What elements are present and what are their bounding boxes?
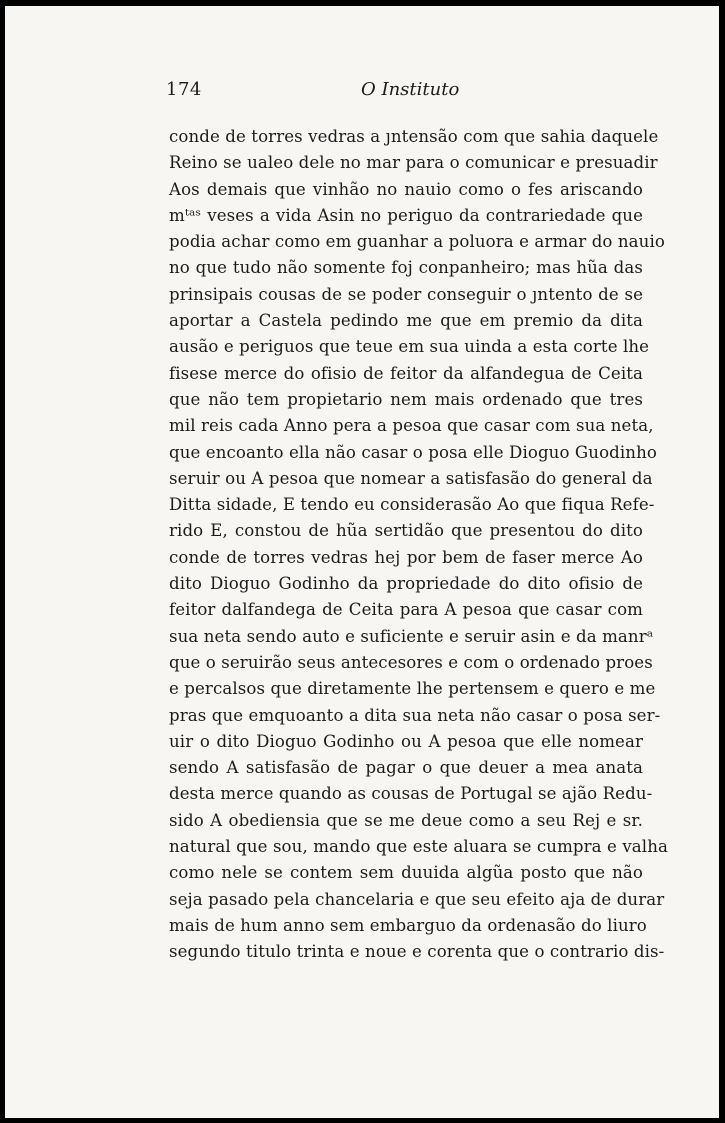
text-line: conde de torres vedras a ȷntensão com que sahia daquele — [169, 127, 659, 146]
text-line: sido A obediensia que se me deue como a seu Rej e sr. — [169, 810, 643, 830]
text-line: sua neta sendo auto e suficiente e seruir asin e da manrᵃ — [169, 626, 654, 646]
text-line: Ditta sidade, E tendo eu considerasão Ao que fiqua Refe- — [169, 495, 655, 515]
text-line: como nele se contem sem duuida algũa posto que não — [169, 863, 643, 883]
text-line: aportar a Castela pedindo me que em premio da dita — [169, 311, 643, 331]
text-line: que encoanto ella não casar o posa elle Dioguo Guodinho — [169, 442, 657, 462]
text-line: desta merce quando as cousas de Portugal se ajão Redu- — [169, 784, 653, 804]
text-line: e percalsos que diretamente lhe pertensem e quero e me — [169, 679, 656, 699]
text-line: no que tudo não somente foj conpanheiro; mas hũa das — [169, 258, 643, 278]
text-line: feitor dalfandega de Ceita para A pesoa que casar com — [169, 600, 643, 620]
text-line: segundo titulo trinta e noue e corenta que o contrario dis- — [169, 942, 665, 962]
book-page — [5, 6, 719, 1118]
running-title: O Instituto — [361, 79, 460, 100]
text-line: ausão e periguos que teue em sua uinda a esta corte lhe — [169, 337, 650, 357]
page-number: 174 — [166, 79, 202, 100]
page-header — [5, 79, 719, 103]
text-line: seja pasado pela chancelaria e que seu efeito aja de durar — [169, 889, 665, 909]
text-line: uir o dito Dioguo Godinho ou A pesoa que elle nomear — [169, 731, 643, 751]
text-line: mᵗᵃˢ veses a vida Asin no periguo da contrariedade que — [169, 205, 643, 225]
body-text — [169, 124, 668, 966]
text-line: Aos demais que vinhão no nauio como o fes ariscando — [169, 179, 643, 199]
text-line: dito Dioguo Godinho da propriedade do dito ofisio de — [169, 574, 643, 594]
text-line: prinsipais cousas de se poder conseguir o ȷntento de se — [169, 284, 643, 304]
text-line: podia achar como em guanhar a poluora e armar do nauio — [169, 232, 665, 252]
text-line: seruir ou A pesoa que nomear a satisfasão do general da — [169, 468, 653, 488]
text-line: fisese merce do ofisio de feitor da alfandegua de Ceita — [169, 363, 643, 383]
text-line: Reino se ualeo dele no mar para o comunicar e presuadir — [169, 153, 658, 173]
text-line: conde de torres vedras hej por bem de faser merce Ao — [169, 547, 643, 567]
text-line: sendo A satisfasão de pagar o que deuer a mea anata — [169, 758, 643, 778]
text-line: mais de hum anno sem embarguo da ordenasão do liuro — [169, 915, 647, 935]
text-line: mil reis cada Anno pera a pesoa que casar com sua neta, — [169, 416, 654, 436]
text-line: rido E, constou de hũa sertidão que presentou do dito — [169, 521, 643, 541]
text-line: que o seruirão seus antecesores e com o ordenado proes — [169, 652, 653, 672]
text-line: pras que emquoanto a dita sua neta não casar o posa ser- — [169, 705, 661, 725]
text-line: natural que sou, mando que este aluara se cumpra e valha — [169, 837, 668, 857]
text-line: que não tem propietario nem mais ordenado que tres — [169, 389, 643, 409]
